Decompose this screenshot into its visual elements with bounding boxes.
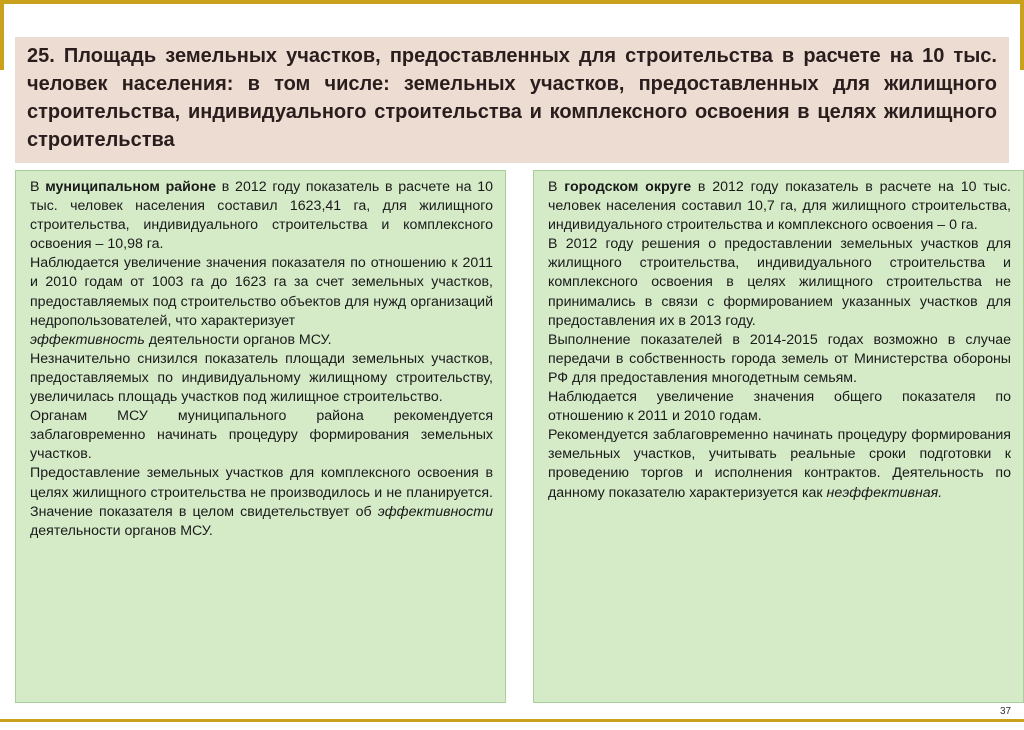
title-box	[15, 37, 1009, 163]
bottom-border	[0, 719, 1024, 722]
top-border	[0, 0, 1024, 4]
right-paragraph-3: Выполнение показателей в 2014-2015 годах возможно в случае передачи в собственность города земель от Министерства обороны РФ для предоставления многодетным семьям.	[548, 331, 1011, 386]
left-p5-text: Предоставление земельных участков для комплексного освоения в целях жилищного строительства не производилось и не планируется. Значение показателя в целом свидетельствует об	[30, 465, 493, 520]
left-p5-tail: деятельности органов МСУ.	[30, 522, 213, 539]
left-p2-tail: деятельности органов МСУ.	[144, 331, 332, 348]
left-p1-bold: муниципальном районе	[45, 179, 217, 195]
right-p5-italic: неэффективная.	[826, 484, 943, 501]
left-paragraph-2	[30, 254, 493, 349]
page-number: 37	[1000, 706, 1012, 717]
left-paragraph-5	[30, 464, 493, 540]
left-paragraph-4: Органам МСУ муниципального района рекомендуется заблаговременно начинать процедуру формирования земельных участков.	[30, 408, 493, 463]
right-border-accent	[1020, 0, 1024, 70]
municipal-district-panel	[15, 170, 506, 703]
left-paragraph-3: Незначительно снизился показатель площади земельных участков, предоставляемых по индивидуальному жилищному строительству, увеличилась площадь участков под жилищное строительство.	[30, 350, 493, 406]
left-border-accent	[0, 0, 4, 70]
left-paragraph-1	[30, 178, 493, 254]
right-paragraph-1	[548, 178, 1011, 235]
left-p1-end: в 2012 году показатель в расчете на 10 тыс. человек населения составил 1623,41 га, для жилищного строительства, индивидуального строительства и комплексного освоения – 10,98 га.	[30, 179, 493, 253]
right-p1-end: в 2012 году показатель в расчете на 10 тыс. человек населения составил 10,7 га, для жилищного строительства, индивидуального строительства и комплексного освоения – 0 га.	[548, 179, 1011, 234]
right-p1-bold: городском округе	[564, 179, 692, 195]
slide-title: 25. Площадь земельных участков, предоставленных для строительства в расчете на 10 тыс. человек населения: в том числе: земельных участков, предоставленных для жилищного строительства, индивидуального строительства и комплексного освоения в целях жилищного строительства	[27, 45, 997, 151]
left-p2-text: Наблюдается увеличение значения показателя по отношению к 2011 и 2010 годам от 1003 га до 1623 га за счет земельных участков, предоставляемых под строительство объектов для нужд организаций недропользователей, что характеризует	[30, 255, 493, 329]
city-district-panel	[533, 170, 1024, 703]
left-p1-start: В	[30, 179, 46, 195]
right-p1-start: В	[548, 179, 565, 195]
right-p5-text: Рекомендуется заблаговременно начинать процедуру формирования земельных участков, учитывать реальные сроки подготовки к проведению торгов и исполнения контрактов. Деятельность по данному показателю характеризуется как	[548, 427, 1011, 501]
left-p2-italic: эффективность	[30, 331, 145, 348]
right-paragraph-5	[548, 426, 1011, 502]
left-p5-italic: эффективности	[377, 503, 493, 520]
right-paragraph-2: В 2012 году решения о предоставлении земельных участков для жилищного строительства, индивидуального строительства и комплексного освоения в целях жилищного строительства не принимались в связи с формированием указанных участков для предоставления их в 2013 году.	[548, 236, 1011, 329]
right-paragraph-4: Наблюдается увеличение значения общего показателя по отношению к 2011 и 2010 годам.	[548, 389, 1011, 425]
